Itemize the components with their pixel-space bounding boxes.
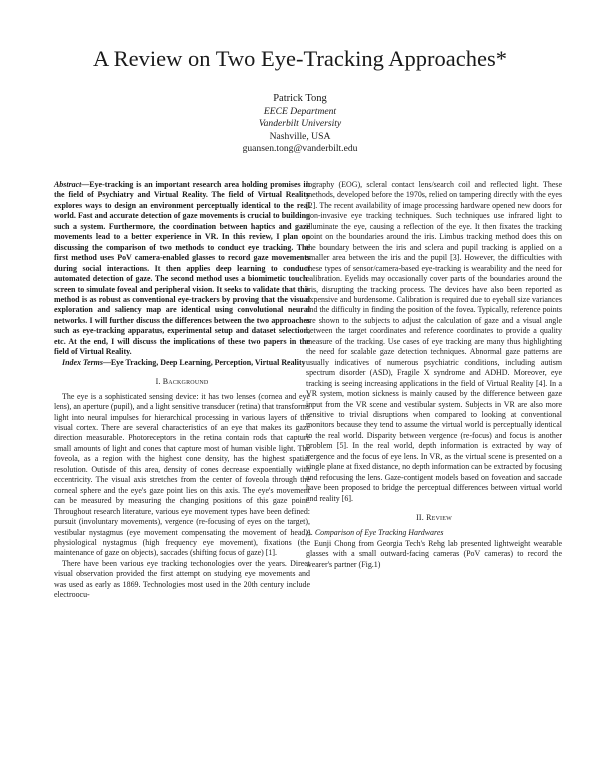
- abstract: [54, 180, 310, 358]
- background-paragraph-2: There have been various eye tracking techonologies over the years. Direct visual observation provided the first attempt on studying eye movements and was used as early as 1869. Technologies most used in the 20th century include electroocu-: [54, 558, 310, 600]
- index-terms-label: Index Terms: [62, 357, 103, 367]
- review-paragraph-1: Eunji Chong from Georgia Tech's Rehg lab presented lightweight wearable glasses with a small outward-facing cameras (PoV cameras) to record the wearer's partner (Fig.1): [306, 538, 562, 569]
- index-terms: [54, 358, 310, 368]
- author-department: EECE Department: [263, 105, 337, 117]
- right-column: [306, 180, 562, 570]
- author-university: Vanderbilt University: [258, 118, 342, 129]
- paper-title: A Review on Two Eye-Tracking Approaches*: [93, 46, 507, 71]
- author-block: [0, 92, 600, 156]
- author-location: Nashville, USA: [269, 130, 331, 142]
- left-column: [54, 180, 310, 601]
- section-heading-review: II. Review: [416, 513, 452, 523]
- author-name: Patrick Tong: [273, 93, 327, 104]
- background-paragraph-continued: lography (EOG), scleral contact lens/search coil and reflected light. These methods, developed before the 1970s, relied on tampering directly with the eyes [2]. The recent availability of image processing hardware opened new doors for non-invasive eye tracking techniques. Such techniques use infrared light to illuminate the eye, causing a reflection of the eye. It then fixates the tracking point on the boundaries around the iris. Limbus tracking method does this on the boundary between the iris and sclera and pupil tracking is applied on a smaller area between the iris and the pupil [3]. However, the difficulties with these types of sensor/camera-based eye-tracking is wearability and the need for calibration. Eyelids may occasionally cover parts of the boundaries around the iris, disrupting the tracking process. The devices have also been reported as expensive and burdensome. Calibration is required due to eyeball size variances and the difficulty in finding the position of the fovea. Typically, reference points are shown to the subjects to adjust the calculation of gaze and a visual angle between the target coordinates and reference coordinates to provide a quality measure of the tracking. Use cases of eye tracking are many thus highlighting the need for scalable gaze detection techniques. Abnormal gaze patterns are usually indicatives of numerous psychiatric conditions, including autism spectrum disorder (ASD), Fragile X syndrome and ADHD. Moreover, eye tracking is seeing increasing applications in the field of Virtual Reality [4]. In a VR system, motion sickness is mainly caused by the difference between gaze input from the VR scene and vestibular system. Subjects in VR are also more sensitive to trivial disruptions when compared to looking at conventional monitors because they tend to assume the virtual world is perceptually identical to the real world. Disparity between vergence (re-focus) and focus is another problem [5]. In the real world, depth information is extracted by way of vergence and the focus of eye lens. In VR, as the virtual scene is presented on a single plane at fixed distance, no depth information can be extracted by focusing and refocusing the lens. Gaze-contigent models based on foveation and saccade have been proposed to bridge the perceptual differences between virtual world and reality [6].: [306, 180, 562, 503]
- abstract-label: Abstract: [54, 180, 82, 189]
- author-email: guansen.tong@vanderbilt.edu: [242, 143, 358, 154]
- background-paragraph-1: The eye is a sophisticated sensing device: it has two lenses (cornea and eye lens), an aperture (pupil), and a light sensitive transducer (retina) that transforms light into neural impulses for hierarchical processing in various layers of the visual cortex. There are several characteristics of an eye that makes its gaze direction measurable. Photoreceptors in the retina contain rods that capture small amounts of light and cones that capture most of human visible light. The foveola, as a region with the highest cone density, has the highest spatial resolution. Outisde of this area, density of cones decrease expoentially with eccentricity. The visual axis stretches from the center of foveola through the corneal sphere and the eye's gaze point lies on this axis. The eye's movement can be measured by measuring the changing positions of this gaze point. Throughout research literature, various eye movement types have been defined: pursuit (involuntary movements), vergence (re-focusing of eyes on the target), vestibular nystagmus (eye movement compensating the movement of head), physiological nystagmus (high frequency eye movement), fixations (the maintenance of gaze on objects), saccades (shifting focus of gaze) [1].: [54, 391, 310, 558]
- section-heading-background: I. Background: [155, 377, 209, 387]
- subsection-heading-hardware: A. Comparison of Eye Tracking Hardwares: [306, 527, 444, 537]
- index-terms-text: —Eye Tracking, Deep Learning, Perception, Virtual Reality: [102, 357, 306, 367]
- abstract-text: —Eye-tracking is an important research area holding promises in the field of Psychiatry and Virtual Reality. The field of Virtual Reality explores ways to design an environment perceptually identical to the real world. Fast and accurate detection of gaze movements is crucial to building such a system. Furthermore, the coordination between haptics and gaze movements lead to a better experience in VR. In this review, I plan on discussing the comparison of two methods to conduct eye tracking. The first method uses PoV camera-enabled glasses to record gaze movements during social interactions. It then applies deep learning to conduct automated detection of gaze. The second method uses a biomimetic touch-screen to simulate foveal and peripheral vision. It seeks to validate that this method is as robust as conventional eye-trackers by proving that the visual exploration and saliency map are identical using convolutional neural networks. I will further discuss the differences between the two approaches such as eye-tracking apparatus, experimental setup and dataset selection, etc. At the end, I will discuss the implications of these two papers in the field of Virtual Reality.: [54, 180, 310, 357]
